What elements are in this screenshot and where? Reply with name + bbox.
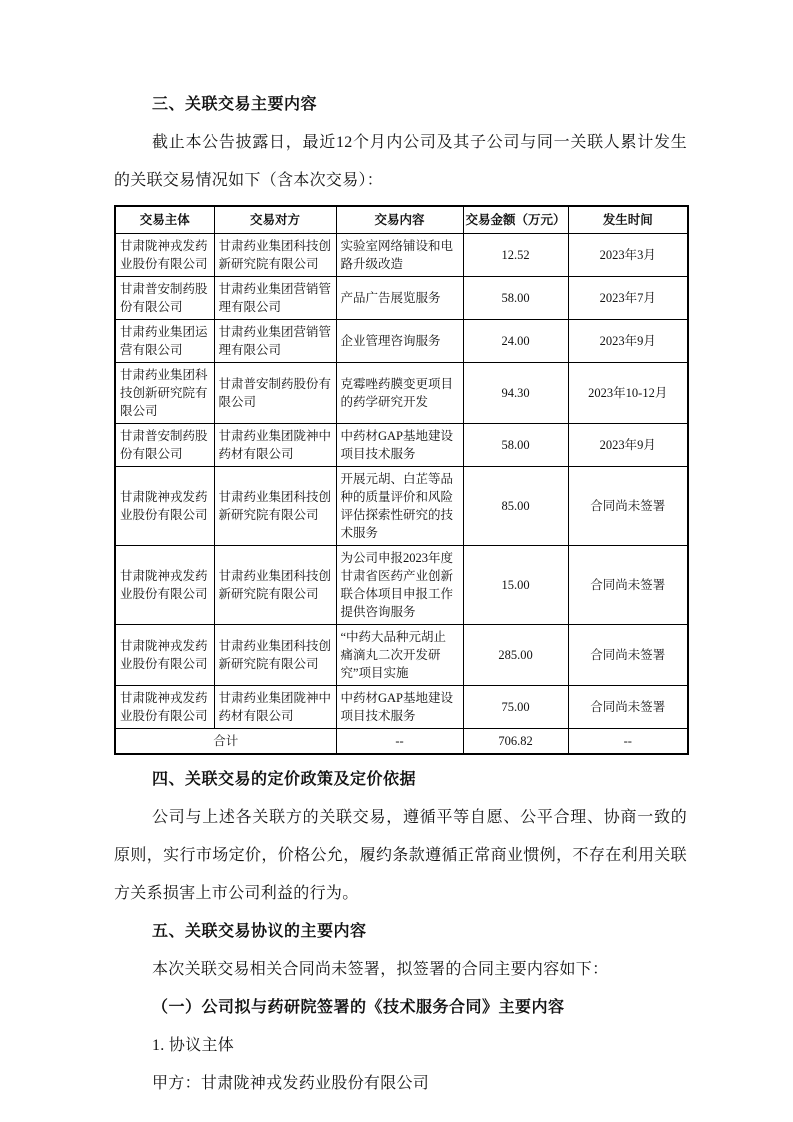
table-cell-subject: 甘肃普安制药股份有限公司 bbox=[115, 424, 214, 467]
table-cell-content: 开展元胡、白芷等品种的质量评价和风险评估探索性研究的技术服务 bbox=[336, 467, 463, 546]
table-cell-subject: 甘肃药业集团运营有限公司 bbox=[115, 320, 214, 363]
table-cell-counterparty: 甘肃药业集团营销管理有限公司 bbox=[214, 277, 336, 320]
table-cell-time: 2023年10-12月 bbox=[568, 363, 688, 424]
table-cell-amount: 24.00 bbox=[463, 320, 568, 363]
table-cell-time: 2023年7月 bbox=[568, 277, 688, 320]
table-cell-counterparty: 甘肃药业集团科技创新研究院有限公司 bbox=[214, 234, 336, 277]
section-4-heading: 四、关联交易的定价政策及定价依据 bbox=[152, 771, 417, 788]
table-cell-counterparty: 甘肃药业集团科技创新研究院有限公司 bbox=[214, 625, 336, 686]
table-cell-amount: 58.00 bbox=[463, 424, 568, 467]
table-cell-subject: 甘肃陇神戎发药业股份有限公司 bbox=[115, 467, 214, 546]
column-header-amount: 交易金额（万元） bbox=[463, 206, 568, 234]
table-cell-subject: 甘肃陇神戎发药业股份有限公司 bbox=[115, 234, 214, 277]
table-cell-time: 合同尚未签署 bbox=[568, 625, 688, 686]
table-row bbox=[115, 320, 688, 363]
table-cell-time: 合同尚未签署 bbox=[568, 686, 688, 729]
table-cell-content: 产品广告展览服务 bbox=[336, 277, 463, 320]
section-4-paragraph: 公司与上述各关联方的关联交易，遵循平等自愿、公平合理、协商一致的原则，实行市场定价，价格公允，履约条款遵循正常商业惯例，不存在利用关联方关系损害上市公司利益的行为。 bbox=[114, 809, 687, 902]
table-cell-content: 企业管理咨询服务 bbox=[336, 320, 463, 363]
table-cell-counterparty: 甘肃药业集团营销管理有限公司 bbox=[214, 320, 336, 363]
table-header-row bbox=[115, 206, 688, 234]
table-row bbox=[115, 625, 688, 686]
total-time-cell: -- bbox=[568, 729, 688, 755]
column-header-subject: 交易主体 bbox=[115, 206, 214, 234]
table-row bbox=[115, 467, 688, 546]
table-cell-subject: 甘肃陇神戎发药业股份有限公司 bbox=[115, 546, 214, 625]
table-cell-counterparty: 甘肃药业集团科技创新研究院有限公司 bbox=[214, 467, 336, 546]
related-transactions-table bbox=[114, 205, 689, 755]
table-cell-content: 克霉唑药膜变更项目的药学研究开发 bbox=[336, 363, 463, 424]
table-cell-counterparty: 甘肃药业集团科技创新研究院有限公司 bbox=[214, 546, 336, 625]
table-cell-counterparty: 甘肃普安制药股份有限公司 bbox=[214, 363, 336, 424]
table-cell-time: 2023年9月 bbox=[568, 424, 688, 467]
table-cell-content: 中药材GAP基地建设项目技术服务 bbox=[336, 424, 463, 467]
table-cell-amount: 285.00 bbox=[463, 625, 568, 686]
table-cell-content: 实验室网络铺设和电路升级改造 bbox=[336, 234, 463, 277]
table-cell-content: “中药大品种元胡止痛滴丸二次开发研究”项目实施 bbox=[336, 625, 463, 686]
table-cell-amount: 94.30 bbox=[463, 363, 568, 424]
table-cell-counterparty: 甘肃药业集团陇神中药材有限公司 bbox=[214, 424, 336, 467]
table-row bbox=[115, 686, 688, 729]
table-cell-amount: 85.00 bbox=[463, 467, 568, 546]
table-cell-time: 2023年3月 bbox=[568, 234, 688, 277]
section-3-heading: 三、关联交易主要内容 bbox=[152, 96, 318, 113]
table-cell-counterparty: 甘肃药业集团陇神中药材有限公司 bbox=[214, 686, 336, 729]
table-cell-time: 合同尚未签署 bbox=[568, 546, 688, 625]
table-row bbox=[115, 234, 688, 277]
section-5-paragraph: 本次关联交易相关合同尚未签署，拟签署的合同主要内容如下： bbox=[152, 961, 609, 978]
table-cell-content: 中药材GAP基地建设项目技术服务 bbox=[336, 686, 463, 729]
section-5-heading: 五、关联交易协议的主要内容 bbox=[152, 923, 367, 940]
table-cell-time: 合同尚未签署 bbox=[568, 467, 688, 546]
total-label-cell: 合计 bbox=[115, 729, 336, 755]
table-cell-content: 为公司申报2023年度甘肃省医药产业创新联合体项目申报工作提供咨询服务 bbox=[336, 546, 463, 625]
column-header-counterparty: 交易对方 bbox=[214, 206, 336, 234]
section-3-paragraph: 截止本公告披露日，最近12个月内公司及其子公司与同一关联人累计发生的关联交易情况如下（含本次交易）： bbox=[114, 134, 687, 189]
table-cell-subject: 甘肃陇神戎发药业股份有限公司 bbox=[115, 686, 214, 729]
table-cell-amount: 58.00 bbox=[463, 277, 568, 320]
section-5-subsection-1-heading: （一）公司拟与药研院签署的《技术服务合同》主要内容 bbox=[152, 999, 565, 1016]
table-cell-subject: 甘肃陇神戎发药业股份有限公司 bbox=[115, 625, 214, 686]
table-cell-subject: 甘肃药业集团科技创新研究院有限公司 bbox=[115, 363, 214, 424]
agreement-item-1: 1. 协议主体 bbox=[152, 1037, 235, 1054]
table-cell-time: 2023年9月 bbox=[568, 320, 688, 363]
table-row bbox=[115, 546, 688, 625]
total-content-cell: -- bbox=[336, 729, 463, 755]
party-a-line: 甲方：甘肃陇神戎发药业股份有限公司 bbox=[152, 1075, 430, 1092]
column-header-content: 交易内容 bbox=[336, 206, 463, 234]
table-row bbox=[115, 363, 688, 424]
column-header-time: 发生时间 bbox=[568, 206, 688, 234]
table-cell-amount: 75.00 bbox=[463, 686, 568, 729]
table-cell-subject: 甘肃普安制药股份有限公司 bbox=[115, 277, 214, 320]
total-amount-cell: 706.82 bbox=[463, 729, 568, 755]
table-row bbox=[115, 277, 688, 320]
table-total-row bbox=[115, 729, 688, 755]
transactions-tbody bbox=[115, 234, 688, 729]
table-cell-amount: 15.00 bbox=[463, 546, 568, 625]
table-cell-amount: 12.52 bbox=[463, 234, 568, 277]
table-row bbox=[115, 424, 688, 467]
